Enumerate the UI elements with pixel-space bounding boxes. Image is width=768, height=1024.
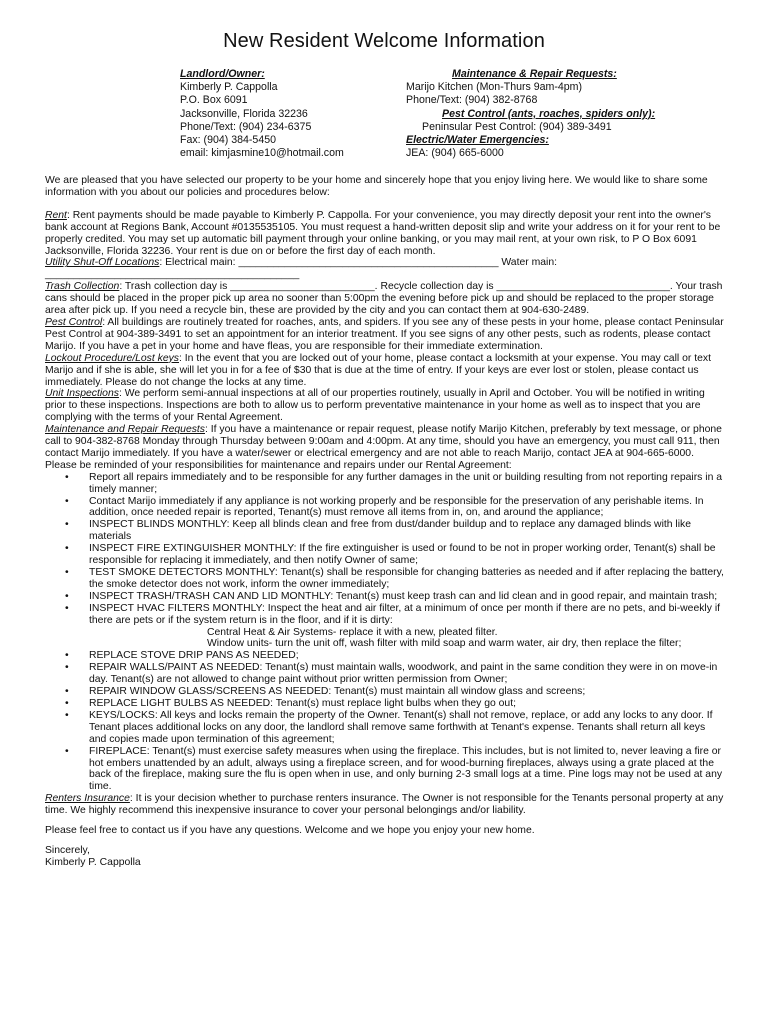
signoff: Sincerely, xyxy=(45,844,90,856)
list-item: • TEST SMOKE DETECTORS MONTHLY: Tenant(s) shall be responsible for changing batteries as needed and if after replacing the battery, the smoke detector does not work, inform the owner immediately; xyxy=(89,567,725,591)
list-item: • INSPECT BLINDS MONTHLY: Keep all blinds clean and free from dust/dander buildup and to replace any damaged blinds with like materials xyxy=(89,519,725,543)
signature-name: Kimberly P. Cappolla xyxy=(45,856,141,868)
maintenance-section xyxy=(45,424,725,472)
hvac-text: INSPECT HVAC FILTERS MONTHLY: Inspect the heat and air filter, at a minimum of once per month if there are no pets, and bi-weekly if there are pets or if the system return is in the floor, and if it is dirty: xyxy=(89,602,721,626)
pest-label: Pest Control xyxy=(45,316,103,328)
closing-paragraph: Please feel free to contact us if you have any questions. Welcome and we hope you enjoy your new home. xyxy=(45,825,535,837)
landlord-line: Kimberly P. Cappolla xyxy=(180,81,278,94)
trash-text: : Trash collection day is _________________________. Recycle collection day is ______________________________. Your trash cans should be placed in the proper pick up area no sooner than 5:00pm the evening before pick up and should be replaced to the proper storage area after pick up. If you need a recycle bin, these are provided by the city and you can contact them at 904-630-2489. xyxy=(45,281,723,317)
renters-insurance-section xyxy=(45,793,725,817)
electric-heading: Electric/Water Emergencies: xyxy=(406,134,549,147)
inspection-label: Unit Inspections xyxy=(45,388,119,400)
list-item: • KEYS/LOCKS: All keys and locks remain the property of the Owner. Tenant(s) shall not remove, replace, or add any locks to any door. If Tenant places additional locks on any door, the landlord shall remove same forthwith at Tenant's expense. Tenants shall return all keys and copies made upon termination of this agreement; xyxy=(89,710,725,746)
service-contacts-block xyxy=(406,68,706,160)
rent-text: : Rent payments should be made payable to Kimberly P. Cappolla. For your convenience, you may directly deposit your rent into the owner's bank account at Regions Bank, Account #0135535105. You must request a hand-written deposit slip and write your address on it for your rent to be properly credited. You may set up automatic bill payment through your online banking, or you may mail rent, at your own risk, to P O Box 6091 Jacksonville, Florida 32236. Your rent is due on or before the first day of each month. xyxy=(45,209,721,257)
landlord-line: Fax: (904) 384-5450 xyxy=(180,134,276,147)
lockout-label: Lockout Procedure/Lost keys xyxy=(45,352,179,364)
maintenance-line: Phone/Text: (904) 382-8768 xyxy=(406,94,538,107)
lockout-section xyxy=(45,353,725,389)
trash-label: Trash Collection xyxy=(45,281,120,293)
inspection-section xyxy=(45,388,725,424)
renters-label: Renters Insurance xyxy=(45,793,130,805)
electric-line: JEA: (904) 665-6000 xyxy=(406,147,504,160)
landlord-line: Jacksonville, Florida 32236 xyxy=(180,107,308,120)
lockout-text: : In the event that you are locked out of your home, please contact a locksmith at your expense. You may call or text Marijo and if she is able, she will let you in for a fee of $30 that is due at the time of entry. If your keys are ever lost or stolen, please contact us immediately. Please do not change the locks at any time. xyxy=(45,352,711,388)
inspection-text: : We perform semi-annual inspections at all of our properties routinely, usually in April and October. You will be notified in writing prior to these inspections. Inspections are both to allow us to perform preventative maintenance in your home as well as to inspect that you are complying with the terms of your Rental Agreement. xyxy=(45,388,705,424)
utility-label: Utility Shut-Off Locations xyxy=(45,257,160,269)
hvac-sub-item: Central Heat & Air Systems- replace it with a new, pleated filter. xyxy=(207,626,498,638)
pest-heading: Pest Control (ants, roaches, spiders only): xyxy=(442,107,656,120)
list-item: • Report all repairs immediately and to be responsible for any further damages in the unit or building resulting from not reporting repairs in a timely manner; xyxy=(89,472,725,496)
list-item: • REPAIR WALLS/PAINT AS NEEDED: Tenant(s) must maintain walls, woodwork, and paint in the same condition they were in on move-in day. Tenant(s) are not allowed to change paint without prior written permission from Owner; xyxy=(89,662,725,686)
maintenance-line: Marijo Kitchen (Mon-Thurs 9am-4pm) xyxy=(406,81,583,94)
rent-label: Rent xyxy=(45,209,67,221)
maintenance-heading: Maintenance & Repair Requests: xyxy=(452,68,617,80)
maintenance-label: Maintenance and Repair Requests xyxy=(45,424,205,436)
list-item: • REPLACE STOVE DRIP PANS AS NEEDED; xyxy=(89,650,725,662)
rent-section xyxy=(45,210,725,258)
hvac-sub-item: Window units- turn the unit off, wash filter with mild soap and warm water, air dry, then replace the filter; xyxy=(207,638,682,650)
landlord-line: Phone/Text: (904) 234-6375 xyxy=(180,120,312,133)
landlord-email: email: kimjasmine10@hotmail.com xyxy=(180,147,344,160)
utility-section xyxy=(45,257,725,281)
landlord-contact-block xyxy=(180,68,390,160)
list-item-hvac xyxy=(89,603,725,651)
list-item: • REPAIR WINDOW GLASS/SCREENS AS NEEDED: Tenant(s) must maintain all window glass and screens; xyxy=(89,686,725,698)
list-item: • Contact Marijo immediately if any appliance is not working properly and be responsible for the preservation of any perishable items. In addition, once needed repair is reported, Tenant(s) must remove all items from in, on, and around the appliance; xyxy=(89,496,725,520)
landlord-heading: Landlord/Owner: xyxy=(180,68,265,80)
list-item: • REPLACE LIGHT BULBS AS NEEDED: Tenant(s) must replace light bulbs when they go out; xyxy=(89,698,725,710)
page-title: New Resident Welcome Information xyxy=(223,30,545,52)
list-item: • FIREPLACE: Tenant(s) must exercise safety measures when using the fireplace. This includes, but is not limited to, never leaving a fire or hot embers unattended by an adult, always using a fireplace screen, and for wood-burning fireplaces, always using a grate placed at the back of the fireplace, making sure the flu is open when in use, and only burning 2-3 small logs at a time. Pine logs may not be used at any time. xyxy=(89,746,725,794)
utility-text: : Electrical main: _____________________________________________ Water main: ____________________________________________ xyxy=(45,257,558,281)
pest-text: : All buildings are routinely treated for roaches, ants, and spiders. If you see any of these pests in your home, please contact Peninsular Pest Control at 904-389-3491 to set an appointment for an interior treatment. If you see signs of any other pests, such as rodents, please contact Marijo. If you have a pet in your home and have fleas, you are responsible for their immediate extermination. xyxy=(45,316,724,352)
responsibilities-list xyxy=(45,472,725,793)
document-body xyxy=(45,175,725,869)
list-item: • INSPECT TRASH/TRASH CAN AND LID MONTHLY: Tenant(s) must keep trash can and lid clean and in good repair, and maintain trash; xyxy=(89,591,725,603)
trash-section xyxy=(45,281,725,317)
pest-section xyxy=(45,317,725,353)
list-item: • INSPECT FIRE EXTINGUISHER MONTHLY: If the fire extinguisher is used or found to be not in proper working order, Tenant(s) shall be responsible for replacing it immediately, and then notify Owner of same; xyxy=(89,543,725,567)
intro-paragraph: We are pleased that you have selected our property to be your home and sincerely hope that you enjoy living here. We would like to share some information with you about our policies and procedures below: xyxy=(45,175,708,198)
landlord-line: P.O. Box 6091 xyxy=(180,94,248,107)
maintenance-text: : If you have a maintenance or repair request, please notify Marijo Kitchen, preferably by text message, or phone call to 904-382-8768 Monday through Thursday between 9:00am and 4:00pm. At any time, should you have an emergency, you must call 911, then contact Marijo immediately. If you have a water/sewer or electrical emergency and are not able to reach Marijo, contact JEA at 904-665-6000. Please be reminded of your responsibilities for maintenance and repairs under our Rental Agreement: xyxy=(45,424,722,471)
pest-line: Peninsular Pest Control: (904) 389-3491 xyxy=(422,120,612,133)
renters-text: : It is your decision whether to purchase renters insurance. The Owner is not responsible for the Tenants personal property at any time. We highly recommend this inexpensive insurance to cover your personal belongings and/or liability. xyxy=(45,793,724,817)
